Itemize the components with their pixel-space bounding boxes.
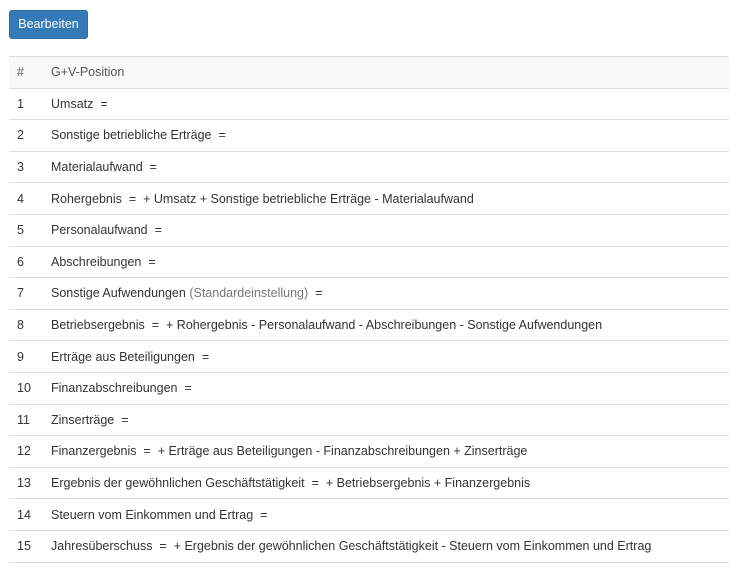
edit-button[interactable]: Bearbeiten: [9, 10, 88, 39]
table-row: [9, 372, 729, 404]
position-name: Finanzabschreibungen: [51, 381, 178, 396]
equals-sign: =: [159, 539, 167, 554]
equals-sign: =: [149, 160, 157, 175]
gv-position-cell: [43, 88, 729, 120]
equals-sign: =: [315, 286, 323, 301]
table-row: [9, 436, 729, 468]
equals-sign: =: [201, 349, 210, 364]
position-name: Jahresüberschuss: [51, 539, 153, 554]
gv-position-cell: [43, 404, 729, 436]
position-formula: + Betriebsergebnis + Finanzergebnis: [325, 476, 531, 491]
gv-position-cell: [43, 372, 729, 404]
gv-position-cell: [43, 530, 729, 562]
position-formula: + Ergebnis der gewöhnlichen Geschäftstätigkeit - Steuern vom Einkommen und Ertrag: [173, 539, 652, 554]
position-formula: + Rohergebnis - Personalaufwand - Abschreibungen - Sonstige Aufwendungen: [166, 318, 603, 333]
position-name: Finanzergebnis: [51, 444, 137, 459]
row-number: 5: [9, 214, 43, 246]
table-header-row: [9, 57, 729, 89]
position-name: Personalaufwand: [51, 223, 148, 238]
row-number: 4: [9, 183, 43, 215]
equals-sign: =: [154, 223, 162, 238]
equals-sign: =: [121, 412, 129, 427]
row-number: 6: [9, 246, 43, 278]
position-name: Zinserträge: [51, 412, 115, 427]
table-row: [9, 467, 729, 499]
position-note: (Standardeinstellung): [189, 286, 309, 301]
gv-position-cell: [43, 183, 729, 215]
gv-position-cell: [43, 151, 729, 183]
table-row: [9, 499, 729, 531]
gv-position-cell: [43, 341, 729, 373]
row-number: 13: [9, 467, 43, 499]
table-row: [9, 88, 729, 120]
row-number: 12: [9, 436, 43, 468]
table-row: [9, 341, 729, 373]
table-row: [9, 151, 729, 183]
position-name: Sonstige betriebliche Erträge: [51, 128, 212, 143]
gv-position-cell: [43, 467, 729, 499]
equals-sign: =: [260, 507, 268, 522]
equals-sign: =: [128, 191, 137, 206]
gv-position-cell: [43, 246, 729, 278]
equals-sign: =: [100, 96, 108, 111]
row-number: 2: [9, 120, 43, 152]
table-row: [9, 404, 729, 436]
gv-position-table-container: [9, 56, 729, 563]
equals-sign: =: [143, 444, 151, 459]
row-number: 3: [9, 151, 43, 183]
table-row: [9, 309, 729, 341]
row-number: 14: [9, 499, 43, 531]
table-row: [9, 120, 729, 152]
gv-position-cell: [43, 214, 729, 246]
column-header-gv-position: G+V-Position: [43, 57, 729, 89]
position-name: Ergebnis der gewöhnlichen Geschäftstätigkeit: [51, 476, 305, 491]
row-number: 1: [9, 88, 43, 120]
equals-sign: =: [148, 254, 156, 269]
table-header: [9, 57, 729, 89]
equals-sign: =: [311, 476, 319, 491]
row-number: 9: [9, 341, 43, 373]
position-name: Materialaufwand: [51, 160, 143, 175]
gv-position-cell: [43, 309, 729, 341]
position-name: Erträge aus Beteiligungen: [51, 349, 195, 364]
row-number: 8: [9, 309, 43, 341]
table-row: [9, 183, 729, 215]
position-name: Umsatz: [51, 96, 94, 111]
table-row: [9, 214, 729, 246]
gv-position-cell: [43, 436, 729, 468]
row-number: 15: [9, 530, 43, 562]
gv-position-cell: [43, 278, 729, 310]
position-formula: + Umsatz + Sonstige betriebliche Erträge - Materialaufwand: [143, 191, 474, 206]
equals-sign: =: [218, 128, 226, 143]
gv-position-cell: [43, 499, 729, 531]
equals-sign: =: [151, 318, 160, 333]
table-row: [9, 278, 729, 310]
position-name: Steuern vom Einkommen und Ertrag: [51, 507, 254, 522]
table-body: [9, 88, 729, 562]
row-number: 10: [9, 372, 43, 404]
position-name: Rohergebnis: [51, 191, 122, 206]
column-header-number: #: [9, 57, 43, 89]
row-number: 11: [9, 404, 43, 436]
position-name: Abschreibungen: [51, 254, 142, 269]
equals-sign: =: [184, 381, 192, 396]
position-formula: + Erträge aus Beteiligungen - Finanzabschreibungen + Zinserträge: [157, 444, 528, 459]
table-row: [9, 530, 729, 562]
table-row: [9, 246, 729, 278]
gv-position-cell: [43, 120, 729, 152]
position-name: Betriebsergebnis: [51, 318, 145, 333]
position-name: Sonstige Aufwendungen: [51, 286, 186, 301]
gv-position-table: [9, 56, 729, 563]
row-number: 7: [9, 278, 43, 310]
